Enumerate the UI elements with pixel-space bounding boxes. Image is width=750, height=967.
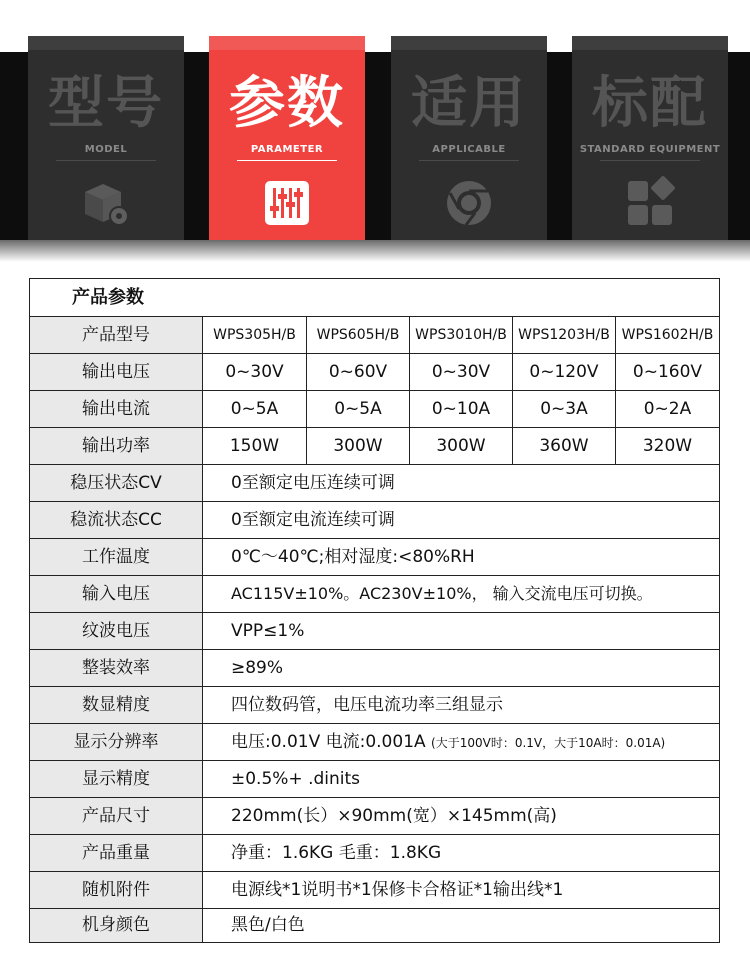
value-cell: 0~30V [203,354,307,390]
row-value: 黑色/白色 [231,915,305,935]
row-label: 显示精度 [30,761,203,797]
package-gear-icon [79,176,133,230]
row-label: 产品型号 [30,317,203,353]
table-row [30,798,719,835]
tab-applicable-subtitle: APPLICABLE [432,144,506,155]
divider [600,160,700,161]
row-value: AC115V±10%。AC230V±10%， 输入交流电压可切换。 [231,584,653,603]
tab-model[interactable] [28,36,184,240]
model-cell: WPS1203H/B [513,317,616,353]
table-row-model [30,317,719,354]
sliders-icon [260,176,314,230]
category-banner [0,0,750,262]
row-label: 稳流状态CC [30,502,203,538]
blocks-icon [623,176,677,230]
tab-applicable-title: 适用 [411,71,527,136]
table-title: 产品参数 [30,279,719,317]
table-row [30,391,719,428]
tab-standard-subtitle: STANDARD EQUIPMENT [579,144,721,155]
divider [237,160,337,161]
divider [419,160,519,161]
table-row [30,687,719,724]
divider [56,160,156,161]
table-row [30,354,719,391]
table-row [30,835,719,872]
value-cell: 320W [642,436,693,456]
tab-parameter-subtitle: PARAMETER [250,144,324,155]
table-row [30,613,719,650]
row-value: ±0.5%+ .dinits [231,769,361,789]
tab-model-title: 型号 [48,71,164,136]
table-row [30,502,719,539]
row-value: VPP≤1% [231,621,305,641]
table-row [30,465,719,502]
row-label: 随机附件 [30,872,203,908]
table-row [30,576,719,613]
row-label: 数显精度 [30,687,203,723]
model-cell: WPS305H/B [203,317,307,353]
row-value: 电源线*1说明书*1保修卡合格证*1输出线*1 [231,880,564,900]
table-row [30,724,719,761]
row-value: 净重：1.6KG 毛重：1.8KG [231,843,442,863]
row-label: 纹波电压 [30,613,203,649]
tab-standard-equipment[interactable] [572,36,728,240]
value-cell: 0~30V [410,354,513,390]
tab-model-subtitle: MODEL [84,144,128,155]
tab-applicable[interactable] [391,36,547,240]
model-cell: WPS3010H/B [410,317,513,353]
row-label: 稳压状态CV [30,465,203,501]
row-label: 工作温度 [30,539,203,575]
row-label: 机身颜色 [30,909,203,942]
banner-shadow [0,240,750,262]
row-value [231,724,665,760]
row-label: 输入电压 [30,576,203,612]
resolution-value: 电压:0.01V 电流:0.001A [231,732,426,752]
table-row [30,761,719,798]
value-cell: 0~2A [643,399,692,419]
value-cell: 0~160V [632,362,703,382]
value-cell: 0~3A [513,391,616,427]
row-label: 产品尺寸 [30,798,203,834]
row-value: 0℃～40℃;相对湿度:<80%RH [231,547,475,567]
value-cell: 150W [203,428,307,464]
value-cell: 0~5A [307,391,410,427]
value-cell: 0~60V [307,354,410,390]
row-value: 0至额定电压连续可调 [231,473,395,493]
row-label: 输出电流 [30,391,203,427]
row-label: 产品重量 [30,835,203,871]
row-value: 0至额定电流连续可调 [231,510,395,530]
table-row [30,539,719,576]
value-cell: 300W [307,428,410,464]
table-row [30,872,719,909]
model-cell: WPS1602H/B [621,327,714,343]
model-cell: WPS605H/B [307,317,410,353]
tab-parameter[interactable] [209,36,365,240]
value-cell: 0~5A [203,391,307,427]
row-value: ≥89% [231,658,284,678]
value-cell: 0~120V [513,354,616,390]
table-row [30,428,719,465]
chrome-circle-icon [442,176,496,230]
row-label: 输出功率 [30,428,203,464]
value-cell: 300W [410,428,513,464]
table-row [30,650,719,687]
product-parameters-table [29,278,720,943]
table-row [30,909,719,942]
value-cell: 0~10A [410,391,513,427]
row-value: 四位数码管，电压电流功率三组显示 [231,695,503,715]
row-label: 显示分辨率 [30,724,203,760]
row-label: 输出电压 [30,354,203,390]
tab-standard-title: 标配 [592,71,708,136]
tab-parameter-title: 参数 [229,71,345,136]
row-value: 220mm(长）×90mm(宽）×145mm(高) [231,806,557,826]
resolution-note: (大于100V时：0.1V，大于10A时：0.01A) [431,736,666,750]
value-cell: 360W [513,428,616,464]
row-label: 整装效率 [30,650,203,686]
